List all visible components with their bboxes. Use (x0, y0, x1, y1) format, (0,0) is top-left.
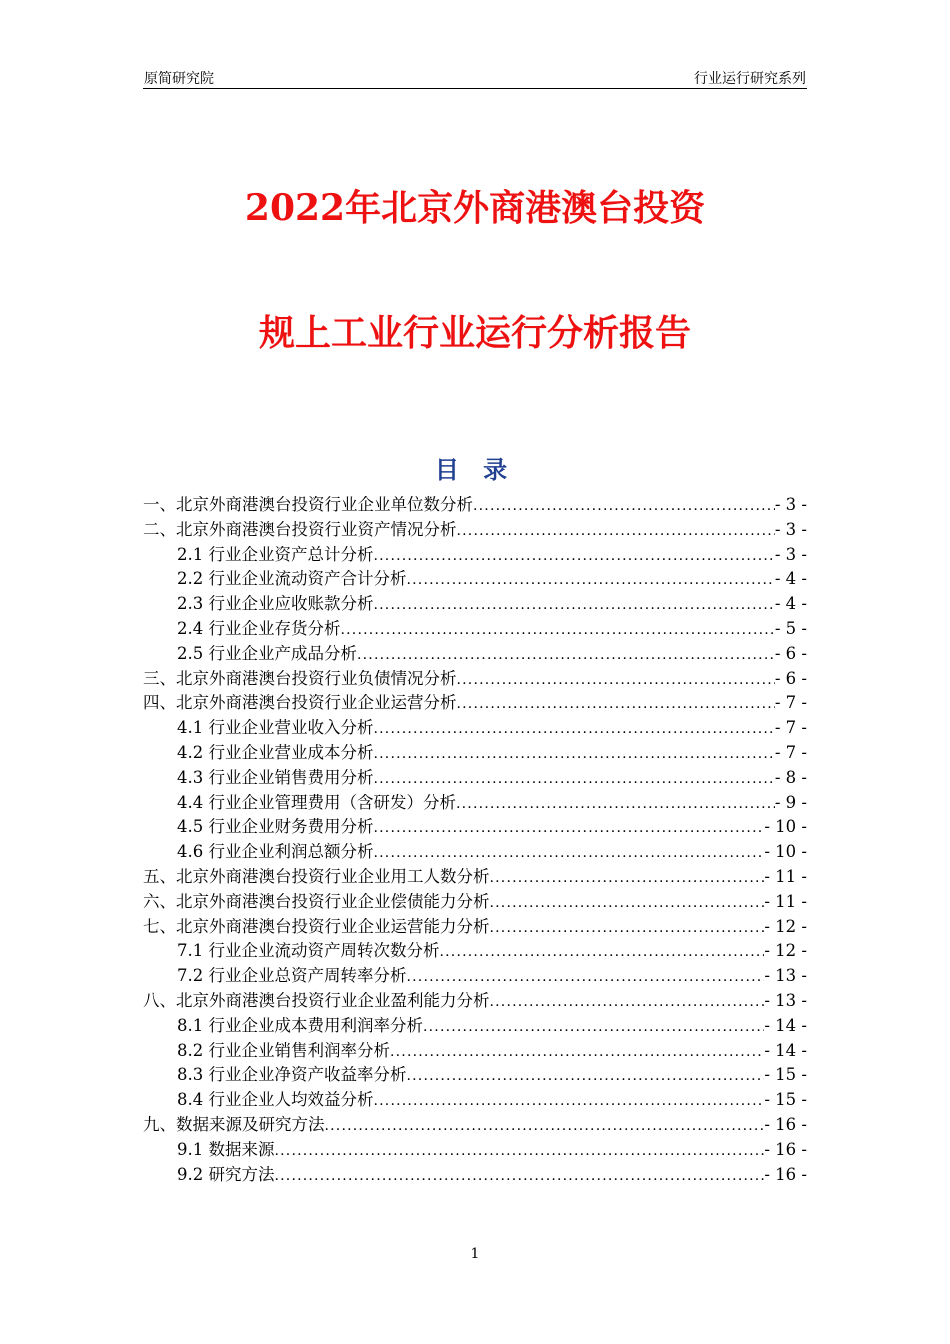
toc-entry[interactable] (143, 567, 807, 592)
toc-entry-page: - 13 - (764, 990, 807, 1010)
toc-entry-title: 一、北京外商港澳台投资行业企业单位数分析 (143, 495, 473, 514)
toc-dot-leader (390, 1040, 764, 1065)
toc-dot-leader (407, 965, 765, 990)
toc-dot-leader (357, 643, 775, 668)
toc-dot-leader (374, 1089, 765, 1114)
toc-entry[interactable] (143, 840, 807, 865)
toc-entry[interactable] (143, 989, 807, 1014)
toc-dot-leader (490, 891, 765, 916)
toc-entry-title: 八、北京外商港澳台投资行业企业盈利能力分析 (143, 990, 490, 1010)
toc-entry[interactable] (143, 518, 807, 543)
toc-entry[interactable] (143, 1063, 807, 1088)
toc-entry-title: 8.2 行业企业销售利润率分析 (177, 1040, 390, 1060)
toc-entry-title: 2.3 行业企业应收账款分析 (177, 594, 374, 614)
toc-entry-page: - 15 - (764, 1090, 807, 1110)
toc-entry-page: - 3 - (774, 519, 807, 539)
header-publisher: 原简研究院 (144, 71, 214, 87)
toc-entry[interactable] (143, 791, 807, 816)
toc-dot-leader (374, 816, 765, 841)
toc-dot-leader (457, 519, 775, 544)
toc-entry-page: - 6 - (774, 668, 807, 688)
table-of-contents (143, 493, 807, 1187)
toc-entry-page: - 10 - (764, 817, 807, 837)
toc-dot-leader (341, 618, 775, 643)
toc-dot-leader (490, 866, 765, 891)
toc-entry[interactable] (143, 915, 807, 940)
toc-dot-leader (374, 717, 775, 742)
toc-entry-title: 四、北京外商港澳台投资行业企业运营分析 (143, 693, 457, 713)
toc-entry-page: - 10 - (764, 842, 807, 862)
toc-entry[interactable] (143, 1039, 807, 1064)
toc-entry-page: - 11 - (764, 866, 807, 886)
toc-dot-leader (490, 916, 765, 941)
toc-entry-title: 4.6 行业企业利润总额分析 (177, 842, 374, 862)
toc-entry[interactable] (143, 592, 807, 617)
toc-heading: 目 录 (434, 456, 516, 484)
toc-entry[interactable] (143, 667, 807, 692)
toc-entry[interactable] (143, 716, 807, 741)
toc-entry[interactable] (143, 617, 807, 642)
toc-entry-page: - 3 - (774, 544, 807, 564)
toc-entry-page: - 7 - (774, 718, 807, 738)
toc-entry-title: 三、北京外商港澳台投资行业负债情况分析 (143, 668, 457, 688)
page-header (143, 66, 807, 89)
page-number: 1 (470, 1246, 480, 1262)
toc-entry[interactable] (143, 939, 807, 964)
toc-entry-page: - 9 - (774, 792, 807, 812)
toc-dot-leader (275, 1164, 765, 1189)
toc-entry-page: - 16 - (764, 1164, 807, 1184)
report-title-line-2: 规上工业行业运行分析报告 (258, 312, 691, 354)
toc-entry-page: - 16 - (764, 1114, 807, 1134)
toc-entry-title: 4.5 行业企业财务费用分析 (177, 817, 374, 837)
toc-entry-page: - 4 - (774, 569, 807, 589)
toc-entry-title: 7.2 行业企业总资产周转率分析 (177, 966, 407, 986)
toc-entry[interactable] (143, 766, 807, 791)
toc-dot-leader (325, 1114, 765, 1139)
toc-entry[interactable] (143, 890, 807, 915)
toc-entry[interactable] (143, 1113, 807, 1138)
toc-entry-page: - 5 - (774, 618, 807, 638)
toc-entry-title: 2.4 行业企业存货分析 (177, 618, 341, 638)
toc-dot-leader (374, 767, 775, 792)
toc-entry[interactable] (143, 1138, 807, 1163)
toc-dot-leader (457, 668, 775, 693)
toc-dot-leader (457, 692, 775, 717)
toc-entry-title: 9.1 数据来源 (177, 1139, 275, 1159)
toc-entry[interactable] (143, 1014, 807, 1039)
toc-entry-page: - 3 - (774, 495, 807, 514)
toc-entry[interactable] (143, 865, 807, 890)
toc-entry-page: - 7 - (774, 693, 807, 713)
toc-entry[interactable] (143, 642, 807, 667)
toc-entry-title: 8.1 行业企业成本费用利润率分析 (177, 1015, 423, 1035)
toc-entry[interactable] (143, 964, 807, 989)
toc-entry-title: 五、北京外商港澳台投资行业企业用工人数分析 (143, 866, 490, 886)
toc-entry-page: - 11 - (764, 891, 807, 911)
toc-entry[interactable] (143, 1088, 807, 1113)
toc-entry-page: - 6 - (774, 643, 807, 663)
header-series: 行业运行研究系列 (694, 71, 806, 87)
toc-dot-leader (407, 1064, 765, 1089)
toc-entry-title: 六、北京外商港澳台投资行业企业偿债能力分析 (143, 891, 490, 911)
toc-entry-title: 2.2 行业企业流动资产合计分析 (177, 569, 407, 589)
toc-entry-page: - 7 - (774, 742, 807, 762)
toc-dot-leader (473, 494, 775, 519)
toc-dot-leader (374, 742, 775, 767)
toc-entry-page: - 12 - (764, 941, 807, 961)
toc-dot-leader (456, 792, 775, 817)
toc-entry-title: 2.5 行业企业产成品分析 (177, 643, 357, 663)
toc-entry[interactable] (143, 691, 807, 716)
toc-entry-title: 七、北京外商港澳台投资行业企业运营能力分析 (143, 916, 490, 936)
toc-entry-title: 4.1 行业企业营业收入分析 (177, 718, 374, 738)
toc-entry-page: - 8 - (774, 767, 807, 787)
toc-dot-leader (423, 1015, 764, 1040)
toc-entry-title: 4.4 行业企业管理费用（含研发）分析 (177, 792, 456, 812)
toc-entry-title: 九、数据来源及研究方法 (143, 1114, 325, 1134)
toc-entry-title: 4.3 行业企业销售费用分析 (177, 767, 374, 787)
toc-dot-leader (440, 940, 765, 965)
toc-entry[interactable] (143, 1163, 807, 1188)
toc-entry-page: - 14 - (764, 1015, 807, 1035)
toc-entry-page: - 13 - (764, 966, 807, 986)
toc-entry[interactable] (143, 493, 807, 518)
toc-entry-title: 9.2 研究方法 (177, 1164, 275, 1184)
toc-dot-leader (275, 1139, 765, 1164)
toc-entry-page: - 16 - (764, 1139, 807, 1159)
toc-entry-title: 二、北京外商港澳台投资行业资产情况分析 (143, 519, 457, 539)
toc-dot-leader (374, 544, 775, 569)
toc-entry[interactable] (143, 543, 807, 568)
toc-entry-title: 7.1 行业企业流动资产周转次数分析 (177, 941, 440, 961)
toc-entry-title: 8.4 行业企业人均效益分析 (177, 1090, 374, 1110)
toc-entry-page: - 15 - (764, 1065, 807, 1085)
toc-entry[interactable] (143, 741, 807, 766)
toc-dot-leader (490, 990, 765, 1015)
toc-entry-title: 8.3 行业企业净资产收益率分析 (177, 1065, 407, 1085)
toc-entry-title: 2.1 行业企业资产总计分析 (177, 544, 374, 564)
toc-dot-leader (374, 593, 775, 618)
toc-entry-page: - 4 - (774, 594, 807, 614)
toc-dot-leader (407, 568, 775, 593)
toc-entry-page: - 14 - (764, 1040, 807, 1060)
toc-dot-leader (374, 841, 765, 866)
report-title-line-1: 2022年北京外商港澳台投资 (244, 187, 706, 229)
toc-entry-title: 4.2 行业企业营业成本分析 (177, 742, 374, 762)
toc-entry[interactable] (143, 815, 807, 840)
toc-entry-page: - 12 - (764, 916, 807, 936)
